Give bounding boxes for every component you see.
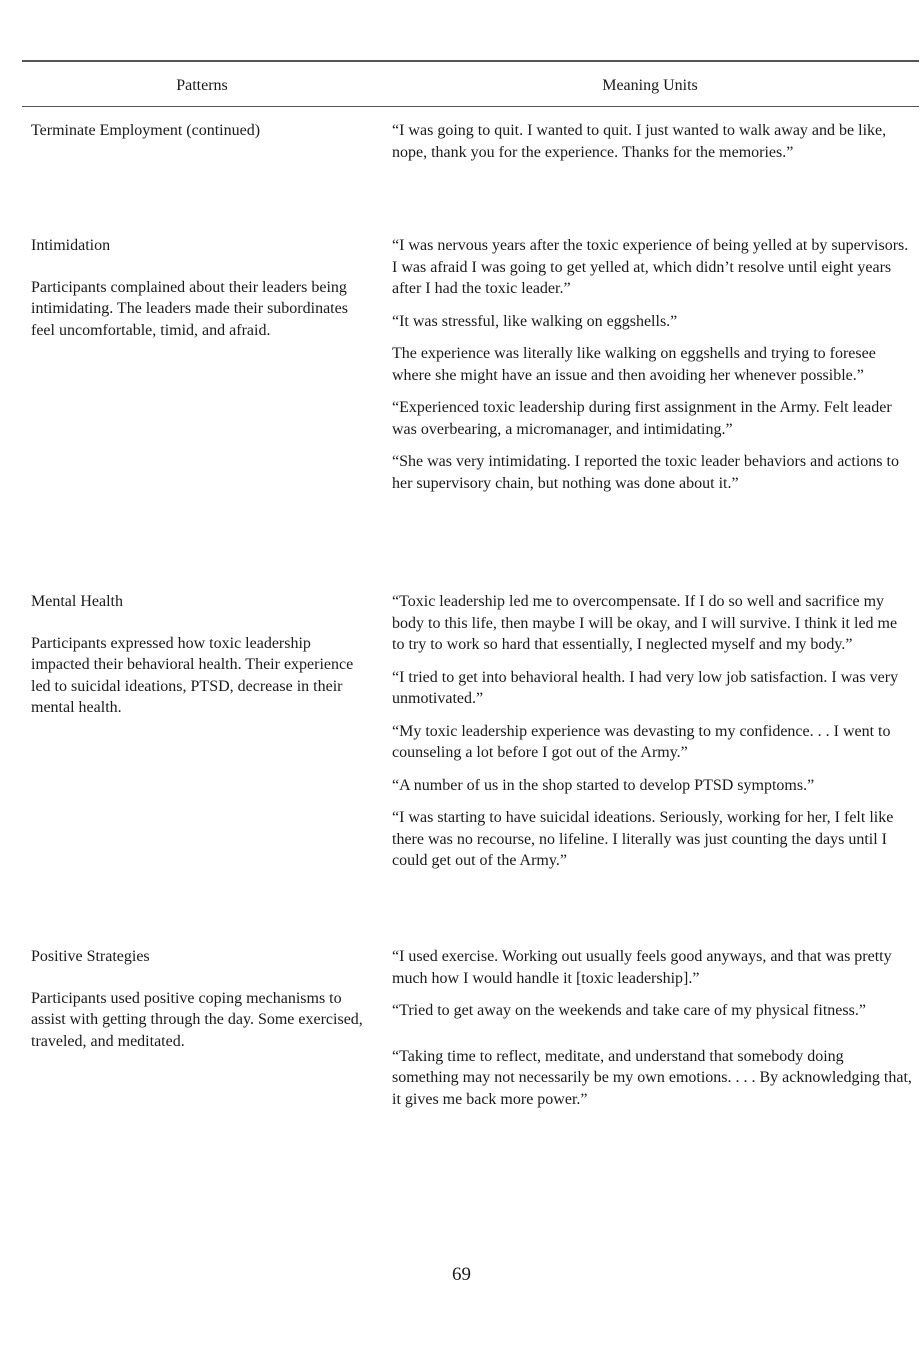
pattern-cell bbox=[31, 591, 371, 719]
pattern-title: Positive Strategies bbox=[31, 948, 150, 965]
meaning-unit-quote: “I was nervous years after the toxic experience of being yelled at by supervisors. I was afraid I was going to get yelled at, which didn’t resolve until eight years after I had the toxic leader.” bbox=[392, 237, 909, 297]
meaning-unit-quote: “My toxic leadership experience was devasting to my confidence. . . I went to counseling a lot before I got out of the Army.” bbox=[392, 722, 891, 761]
pattern-description: Participants expressed how toxic leadership impacted their behavioral health. Their experience led to suicidal ideations, PTSD, decrease in their mental health. bbox=[31, 634, 354, 716]
meaning-unit-quote: The experience was literally like walking on eggshells and trying to foresee where she might have an issue and then avoiding her whenever possible.” bbox=[392, 345, 876, 384]
pattern-cell bbox=[31, 235, 371, 341]
meaning-units-cell bbox=[392, 591, 912, 883]
table-top-rule bbox=[22, 60, 919, 62]
meaning-unit-quote: “I was starting to have suicidal ideations. Seriously, working for her, I felt like there was no recourse, no lifeline. I literally was just counting the days until I could get out of the Army.” bbox=[392, 809, 894, 869]
meaning-unit-quote: “I was going to quit. I wanted to quit. I just wanted to walk away and be like, nope, thank you for the experience. Thanks for the memories.” bbox=[392, 122, 887, 161]
meaning-unit-quote: “She was very intimidating. I reported the toxic leader behaviors and actions to her supervisory chain, but nothing was done about it.” bbox=[392, 453, 899, 492]
pattern-title: Terminate Employment (continued) bbox=[31, 122, 261, 139]
pattern-description: Participants used positive coping mechanisms to assist with getting through the day. Some exercised, traveled, and meditated. bbox=[31, 989, 363, 1050]
patterns-column-header: Patterns bbox=[176, 77, 228, 94]
meaning-unit-quote: “Taking time to reflect, meditate, and understand that somebody doing something may not necessarily be my own emotions. . . . By acknowledging that, it gives me back more power.” bbox=[392, 1047, 912, 1108]
meaning-unit-quote: “It was stressful, like walking on eggshells.” bbox=[392, 312, 678, 330]
meaning-unit-quote: “Toxic leadership led me to overcompensate. If I do so well and sacrifice my body to this life, then maybe I will be okay, and I will survive. I think it led me to try to work so hard that essentially, I neglected myself and my body.” bbox=[392, 593, 898, 653]
meaning-unit-quote: “Tried to get away on the weekends and take care of my physical fitness.” bbox=[392, 1002, 866, 1019]
pattern-title: Intimidation bbox=[31, 237, 111, 254]
pattern-description: Participants complained about their leaders being intimidating. The leaders made their subordinates feel uncomfortable, timid, and afraid. bbox=[31, 278, 348, 339]
meaning-units-column-header: Meaning Units bbox=[602, 77, 698, 94]
page-number: 69 bbox=[452, 1264, 471, 1285]
meaning-unit-quote: “I tried to get into behavioral health. I had very low job satisfaction. I was very unmotivated.” bbox=[392, 668, 899, 707]
meaning-unit-quote: “I used exercise. Working out usually feels good anyways, and that was pretty much how I would handle it [toxic leadership].” bbox=[392, 948, 892, 987]
pattern-cell bbox=[31, 120, 371, 142]
meaning-unit-quote: “A number of us in the shop started to develop PTSD symptoms.” bbox=[392, 776, 815, 794]
table-header-rule bbox=[22, 106, 919, 107]
pattern-title: Mental Health bbox=[31, 593, 123, 610]
meaning-units-cell bbox=[392, 235, 912, 505]
meaning-unit-quote: “Experienced toxic leadership during first assignment in the Army. Felt leader was overbearing, a micromanager, and intimidating.” bbox=[392, 399, 892, 438]
meaning-units-cell bbox=[392, 946, 912, 1121]
meaning-units-cell bbox=[392, 120, 912, 174]
pattern-cell bbox=[31, 946, 371, 1052]
